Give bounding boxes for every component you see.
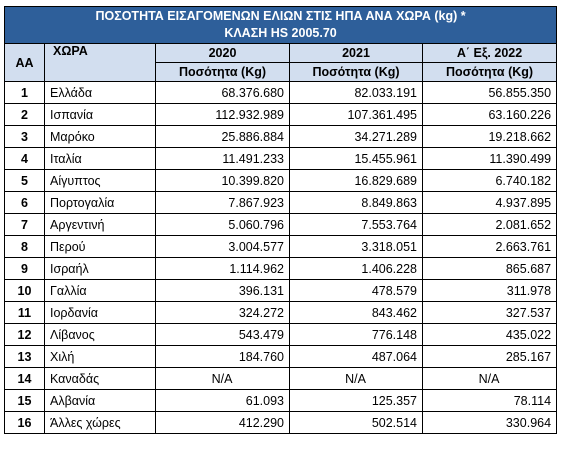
quantity-2022: 63.160.226 <box>423 104 557 126</box>
quantity-2021: 776.148 <box>290 324 423 346</box>
country-name: Ισραήλ <box>45 258 156 280</box>
quantity-2020: 11.491.233 <box>156 148 290 170</box>
quantity-2021: 125.357 <box>290 390 423 412</box>
quantity-2022: 2.081.652 <box>423 214 557 236</box>
quantity-2022: 330.964 <box>423 412 557 434</box>
quantity-2020: 5.060.796 <box>156 214 290 236</box>
row-number: 14 <box>5 368 45 390</box>
quantity-2022: 4.937.895 <box>423 192 557 214</box>
table-row <box>5 82 557 104</box>
header-qty-2021: Ποσότητα (Kg) <box>290 63 423 82</box>
quantity-2021: 15.455.961 <box>290 148 423 170</box>
country-name: Πορτογαλία <box>45 192 156 214</box>
quantity-2020: 10.399.820 <box>156 170 290 192</box>
row-number: 3 <box>5 126 45 148</box>
header-aa: ΑΑ <box>5 44 45 82</box>
row-number: 5 <box>5 170 45 192</box>
quantity-2022: 19.218.662 <box>423 126 557 148</box>
row-number: 15 <box>5 390 45 412</box>
quantity-2022: 285.167 <box>423 346 557 368</box>
country-name: Ιταλία <box>45 148 156 170</box>
table-title-line2: ΚΛΑΣΗ HS 2005.70 <box>224 26 337 40</box>
row-number: 4 <box>5 148 45 170</box>
quantity-2020: 184.760 <box>156 346 290 368</box>
quantity-2020: 68.376.680 <box>156 82 290 104</box>
table-row <box>5 192 557 214</box>
header-qty-2022: Ποσότητα (Kg) <box>423 63 557 82</box>
table-body <box>5 82 557 434</box>
country-name: Χιλή <box>45 346 156 368</box>
header-year-2022: Α΄ Εξ. 2022 <box>423 44 557 63</box>
table-row <box>5 170 557 192</box>
quantity-2021: 16.829.689 <box>290 170 423 192</box>
country-name: Ισπανία <box>45 104 156 126</box>
quantity-2021: 8.849.863 <box>290 192 423 214</box>
row-number: 16 <box>5 412 45 434</box>
row-number: 11 <box>5 302 45 324</box>
table-row <box>5 104 557 126</box>
row-number: 1 <box>5 82 45 104</box>
table-row <box>5 148 557 170</box>
quantity-2020: N/A <box>156 368 290 390</box>
quantity-2020: 112.932.989 <box>156 104 290 126</box>
country-name: Λίβανος <box>45 324 156 346</box>
header-qty-2020: Ποσότητα (Kg) <box>156 63 290 82</box>
row-number: 2 <box>5 104 45 126</box>
quantity-2022: 865.687 <box>423 258 557 280</box>
quantity-2021: 487.064 <box>290 346 423 368</box>
table-row <box>5 346 557 368</box>
quantity-2020: 324.272 <box>156 302 290 324</box>
quantity-2021: 1.406.228 <box>290 258 423 280</box>
country-name: Περού <box>45 236 156 258</box>
country-name: Αργεντινή <box>45 214 156 236</box>
table-row <box>5 258 557 280</box>
quantity-2021: 7.553.764 <box>290 214 423 236</box>
quantity-2022: 2.663.761 <box>423 236 557 258</box>
quantity-2021: 478.579 <box>290 280 423 302</box>
quantity-2020: 396.131 <box>156 280 290 302</box>
header-year-2021: 2021 <box>290 44 423 63</box>
row-number: 6 <box>5 192 45 214</box>
quantity-2021: 34.271.289 <box>290 126 423 148</box>
country-name: Αίγυπτος <box>45 170 156 192</box>
quantity-2021: 107.361.495 <box>290 104 423 126</box>
quantity-2021: 843.462 <box>290 302 423 324</box>
quantity-2022: 327.537 <box>423 302 557 324</box>
quantity-2020: 7.867.923 <box>156 192 290 214</box>
table-row <box>5 236 557 258</box>
country-name: Καναδάς <box>45 368 156 390</box>
table-title-line1: ΠΟΣΟΤΗΤΑ ΕΙΣΑΓΟΜΕΝΩΝ ΕΛΙΩΝ ΣΤΙΣ ΗΠΑ ΑΝΑ ΧΩΡΑ (kg) * <box>95 9 466 23</box>
row-number: 7 <box>5 214 45 236</box>
row-number: 9 <box>5 258 45 280</box>
quantity-2020: 543.479 <box>156 324 290 346</box>
table-row <box>5 390 557 412</box>
table-row <box>5 302 557 324</box>
quantity-2021: 82.033.191 <box>290 82 423 104</box>
quantity-2020: 61.093 <box>156 390 290 412</box>
table-row <box>5 126 557 148</box>
quantity-2021: 3.318.051 <box>290 236 423 258</box>
row-number: 12 <box>5 324 45 346</box>
country-name: Μαρόκο <box>45 126 156 148</box>
quantity-2022: N/A <box>423 368 557 390</box>
header-year-2020: 2020 <box>156 44 290 63</box>
row-number: 8 <box>5 236 45 258</box>
quantity-2022: 78.114 <box>423 390 557 412</box>
table-title <box>5 7 557 44</box>
country-name: Αλβανία <box>45 390 156 412</box>
country-name: Γαλλία <box>45 280 156 302</box>
row-number: 13 <box>5 346 45 368</box>
table-row <box>5 280 557 302</box>
quantity-2021: N/A <box>290 368 423 390</box>
country-name: Ιορδανία <box>45 302 156 324</box>
quantity-2022: 311.978 <box>423 280 557 302</box>
table-row <box>5 214 557 236</box>
quantity-2022: 11.390.499 <box>423 148 557 170</box>
quantity-2020: 25.886.884 <box>156 126 290 148</box>
quantity-2020: 412.290 <box>156 412 290 434</box>
quantity-2022: 6.740.182 <box>423 170 557 192</box>
country-name: Ελλάδα <box>45 82 156 104</box>
header-country: ΧΩΡΑ <box>45 44 156 82</box>
row-number: 10 <box>5 280 45 302</box>
quantity-2022: 56.855.350 <box>423 82 557 104</box>
table-row <box>5 368 557 390</box>
quantity-2020: 1.114.962 <box>156 258 290 280</box>
table-row <box>5 412 557 434</box>
quantity-2021: 502.514 <box>290 412 423 434</box>
quantity-2022: 435.022 <box>423 324 557 346</box>
imports-table-container <box>4 6 557 434</box>
table-row <box>5 324 557 346</box>
quantity-2020: 3.004.577 <box>156 236 290 258</box>
imports-table <box>4 6 557 434</box>
country-name: Άλλες χώρες <box>45 412 156 434</box>
